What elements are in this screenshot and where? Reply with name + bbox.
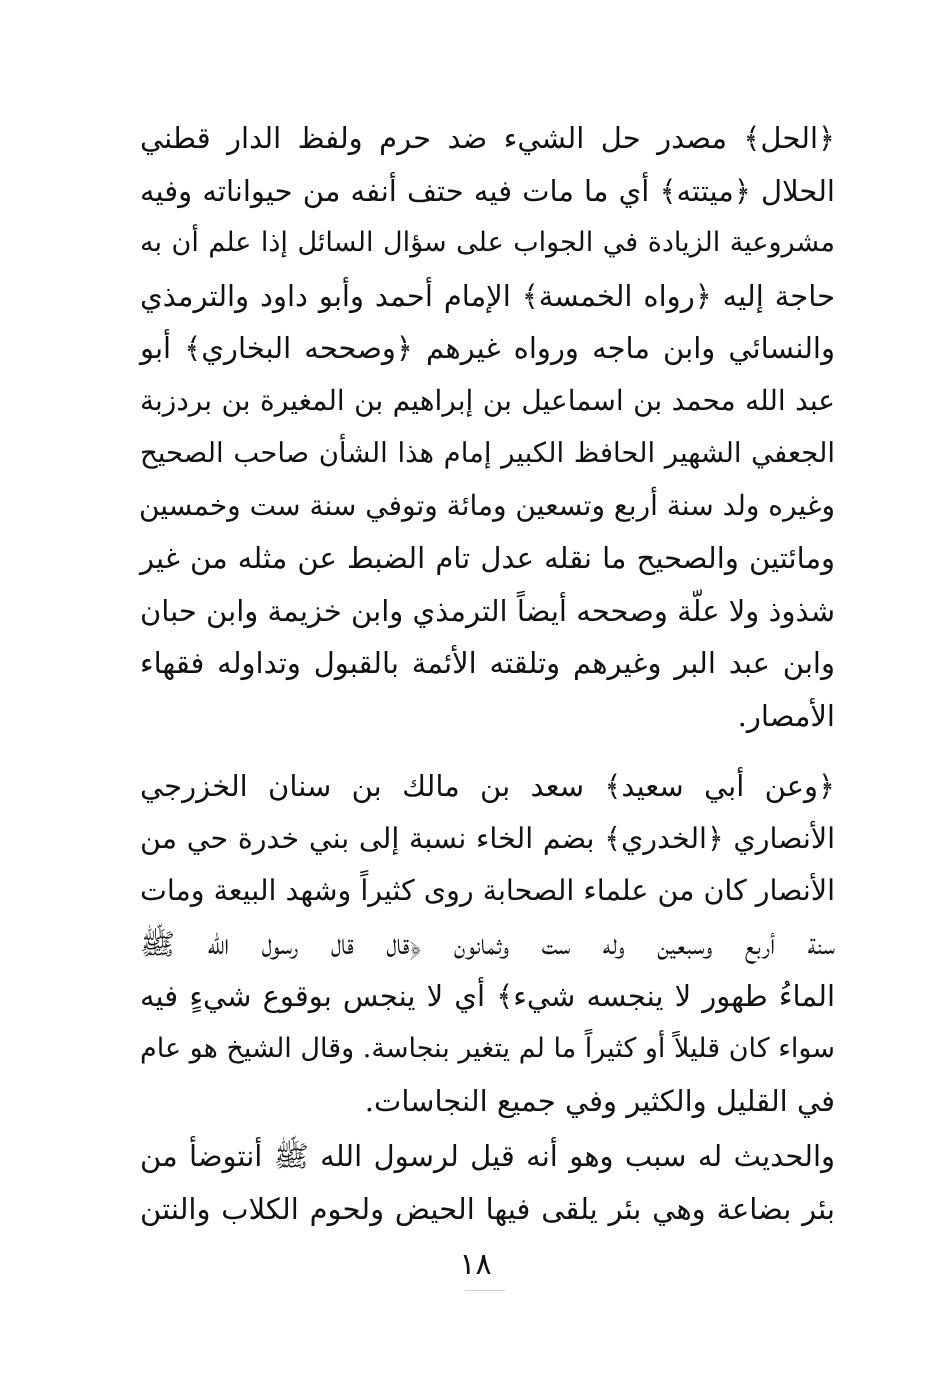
text-line: الأنصار كان من علماء الصحابة روى كثيراً وشهد البيعة ومات	[140, 874, 835, 907]
text-line: مشروعية الزيادة في الجواب على سؤال السائل إذا علم أن به	[140, 227, 835, 258]
text-line: ﴿وعن أبي سعيد﴾ سعد بن مالك بن سنان الخزرجي	[140, 769, 835, 803]
paragraph-3	[140, 1130, 835, 1235]
paragraph-1	[140, 112, 835, 742]
text-line: وابن عبد البر وغيرهم وتلقته الأئمة بالقبول وتداوله فقهاء	[140, 646, 835, 680]
text-line: ومائتين والصحيح ما نقله عدل تام الضبط عن مثله من غير	[140, 541, 835, 575]
text-line: الأمصار.	[737, 698, 835, 733]
text-line: شذوذ ولا علّة وصححه أيضاً الترمذي وابن خزيمة وابن حبان	[140, 593, 835, 628]
page-number: ١٨	[459, 1247, 492, 1282]
text-line: حاجة إليه ﴿رواه الخمسة﴾ الإمام أحمد وأبو داود والترمذي	[140, 278, 835, 313]
text-line: والنسائي وابن ماجه ورواه غيرهم ﴿وصححه البخاري﴾ أبو	[140, 331, 835, 365]
text-line: الجعفي الشهير الحافظ الكبير إمام هذا الشأن صاحب الصحيح	[140, 437, 835, 469]
text-line: في القليل والكثير وفي جميع النجاسات.	[364, 1084, 835, 1118]
text-line: الحلال ﴿ميتته﴾ أي ما مات فيه حتف أنفه من حيواناته وفيه	[140, 173, 835, 208]
text-line: سواء كان قليلاً أو كثيراً ما لم يتغير بنجاسة. وقال الشيخ هو عام	[140, 1032, 835, 1064]
text-line: سنة أربع وسبعين وله ست وثمانون ﴿قال قال رسول الله ﷺ	[140, 926, 835, 961]
text-line: ﴿الحل﴾ مصدر حل الشيء ضد حرم ولفظ الدار قطني	[140, 121, 835, 155]
text-line: بئر بضاعة وهي بئر يلقى فيها الحيض ولحوم الكلاب والنتن	[140, 1191, 835, 1226]
footer-divider	[465, 1290, 505, 1291]
paragraph-2	[140, 760, 835, 1128]
text-line: الأنصاري ﴿الخدري﴾ بضم الخاء نسبة إلى بني خدرة حي من	[140, 821, 835, 855]
text-line: عبد الله محمد بن اسماعيل بن إبراهيم بن المغيرة بن بردزبة	[140, 383, 835, 417]
text-line: الماءُ طهور لا ينجسه شيء﴾ أي لا ينجس بوقوع شيءٍ فيه	[140, 979, 835, 1013]
text-line: والحديث له سبب وهو أنه قيل لرسول الله ﷺ أنتوضأ من	[140, 1139, 835, 1173]
text-line: وغيره ولد سنة أربع وتسعين ومائة وتوفي سنة ست وخمسين	[138, 488, 835, 522]
